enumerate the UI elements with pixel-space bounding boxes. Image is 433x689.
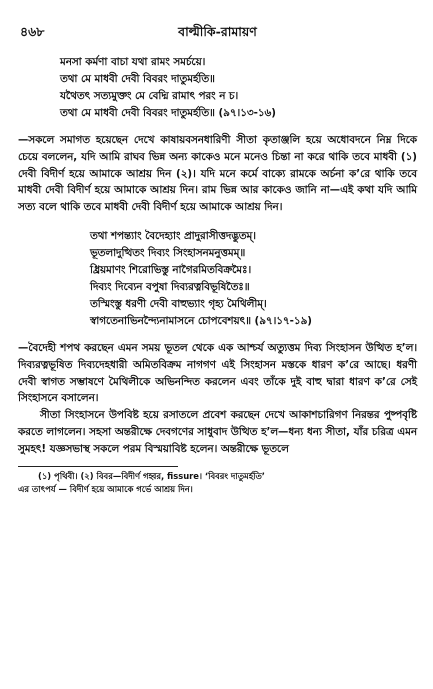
footnotes bbox=[18, 470, 417, 496]
sanskrit-verse-block-2 bbox=[90, 228, 417, 330]
verse-line: তথা শপন্ত্যাং বৈদেহ্যাং প্রাদুরাসীত্তদদ্ভুতম্। bbox=[90, 229, 256, 242]
verse-line: তথা মে মাধবী দেবী বিবরং দাতুমর্হতি॥ (৯৭।১৩-১৬) bbox=[60, 107, 276, 119]
verse-line: দিব্যং দিব্যেন বপুষা দিব্যরত্নবিভূষিতৈঃ॥ bbox=[90, 280, 250, 293]
sanskrit-verse-block-1 bbox=[60, 54, 417, 122]
narrative-paragraph-3: সীতা সিংহাসনে উপবিষ্ট হয়ে রসাতলে প্রবেশ করছেন দেখে আকাশচারিগণ নিরন্তর পুষ্পবৃষ্টি করতে লাগলেন। সহসা অন্তরীক্ষে দেবগণের সাধুবাদ উত্থিত হ’ল—ধন্য ধন্য সীতা, যাঁর চরিত্র এমন সুমহৎ! যজ্ঞসভাস্থ সকলে পরম বিস্ময়াবিষ্ট হলেন। অন্তরীক্ষে ভূতলে bbox=[18, 409, 417, 455]
translation-paragraph-2: —বৈদেহী শপথ করছেন এমন সময় ভূতল থেকে এক আশ্চর্য অত্যুত্তম দিব্য সিংহাসন উত্থিত হ’ল। দিব্যরত্নভূষিত দিব্যদেহধারী অমিতবিক্রম নাগগণ এই সিংহাসন মস্তকে ধারণ ক’রে আছে। ধরণী দেবী স্বাগত সম্ভাষণে মৈথিলীকে অভিনন্দিত করলেন এবং তাঁকে দুই বাহু দ্বারা ধারণ ক’রে সেই সিংহাসনে বসালেন। bbox=[18, 341, 417, 405]
footnote-divider bbox=[18, 466, 178, 467]
verse-line: যথৈতৎ সত্যমুক্তং মে বেদ্মি রামাৎ পরং ন চ। bbox=[60, 90, 239, 102]
footnote-line: এর তাৎপর্য — বিদীর্ণ হয়ে আমাকে গর্ভে আশ্রয় দিন। bbox=[18, 483, 193, 494]
verse-line: তথা মে মাধবী দেবী বিবরং দাতুমর্হতি॥ bbox=[60, 73, 215, 85]
verse-line: ধ্রিয়মাণং শিরোভিস্তু নাগৈরমিতবিক্রমৈঃ। bbox=[90, 263, 252, 276]
verse-line: স্বাগতেনাভিনন্দ্যৈনামাসনে চোপবেশয়ৎ॥ (৯৭।১৭-১৯) bbox=[90, 314, 312, 327]
verse-line: ভূতলাদুত্থিতং দিব্যং সিংহাসনমনুত্তমম্॥ bbox=[90, 246, 246, 259]
verse-line: তস্মিংস্তু ধরণী দেবী বাহুভ্যাং গৃহ্য মৈথিলীম্। bbox=[90, 297, 267, 310]
page-header bbox=[18, 18, 417, 44]
running-title: বাল্মীকি-রামায়ণ bbox=[178, 24, 257, 39]
translation-paragraph-1: —সকলে সমাগত হয়েছেন দেখে কাষায়বসনধারিণী সীতা কৃতাঞ্জলি হয়ে অধোবদনে নিম্ন দিকে চেয়ে বললেন, যদি আমি রাঘব ভিন্ন অন্য কাকেও মনে মনেও চিন্তা না করে থাকি তবে মাধবী (১) দেবী বিদীর্ণ হয়ে আমাকে আশ্রয় দিন (২)। যদি মনে কর্মে বাক্যে রামকে অর্চনা ক’রে থাকি তবে মাধবী দেবী বিদীর্ণ হয়ে আমাকে আশ্রয় দিন। রাম ভিন্ন আর কাকেও জানি না—এই কথা যদি আমি সত্য বলে থাকি তবে মাধবী দেবী বিদীর্ণ হয়ে আমাকে আশ্রয় দিন। bbox=[18, 134, 417, 214]
verse-line: মনসা কর্মণা বাচা যথা রামং সমর্চয়ে। bbox=[60, 56, 206, 68]
page-number: ৪৬৮ bbox=[20, 24, 45, 39]
footnote-line: (১) পৃথিবী। (২) বিবর—বিদীর্ণ গহ্বর, fissure। ‘বিবরং দাতুমর্হতি’ bbox=[38, 470, 265, 481]
